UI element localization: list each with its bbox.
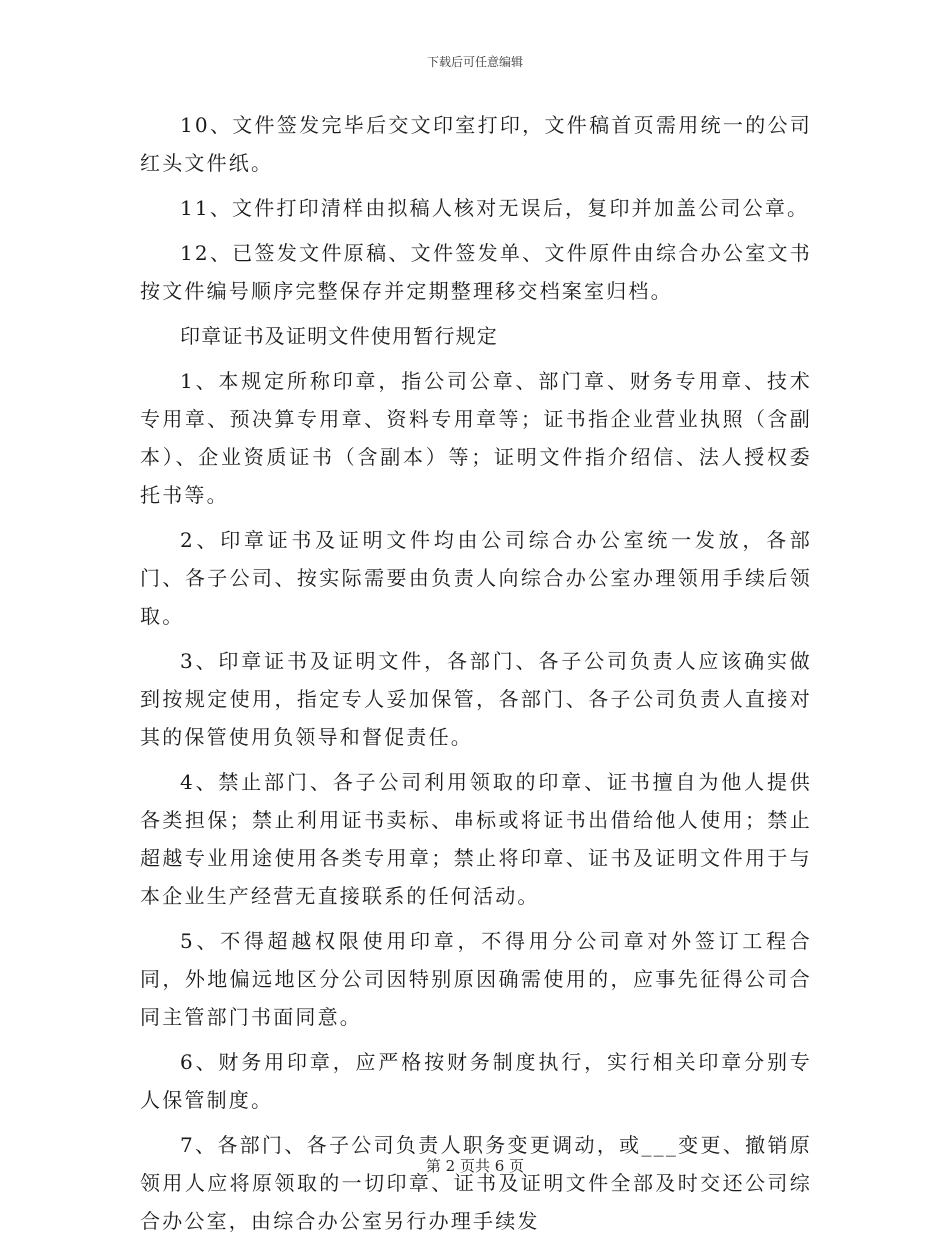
document-body	[140, 106, 812, 1247]
paragraph-rule-3: 3、印章证书及证明文件，各部门、各子公司负责人应该确实做到按规定使用，指定专人妥加保管，各部门、各子公司负责人直接对其的保管使用负领导和督促责任。	[140, 649, 812, 749]
paragraph-rule-1: 1、本规定所称印章，指公司公章、部门章、财务专用章、技术专用章、预决算专用章、资料专用章等；证书指企业营业执照（含副本）、企业资质证书（含副本）等；证明文件指介绍信、法人授权委托书等。	[140, 369, 812, 507]
paragraph-rule-4: 4、禁止部门、各子公司利用领取的印章、证书擅自为他人提供各类担保；禁止利用证书卖标、串标或将证书出借给他人使用；禁止超越专业用途使用各类专用章；禁止将印章、证书及证明文件用于与本企业生产经营无直接联系的任何活动。	[140, 770, 812, 908]
page-header: 下载后可任意编辑	[426, 55, 523, 69]
paragraph-rule-7: 7、各部门、各子公司负责人职务变更调动，或___变更、撤销原领用人应将原领取的一切印章、证书及证明文件全部及时交还公司综合办公室，由综合办公室另行办理手续发	[140, 1133, 812, 1233]
paragraph-item-11: 11、文件打印清样由拟稿人核对无误后，复印并加盖公司公章。	[180, 196, 810, 220]
paragraph-item-12: 12、已签发文件原稿、文件签发单、文件原件由综合办公室文书按文件编号顺序完整保存并定期整理移交档案室归档。	[140, 241, 812, 303]
paragraph-rule-5: 5、不得超越权限使用印章，不得用分公司章对外签订工程合同，外地偏远地区分公司因特别原因确需使用的，应事先征得公司合同主管部门书面同意。	[140, 929, 812, 1029]
section-title: 印章证书及证明文件使用暂行规定	[180, 324, 498, 348]
page-footer: 第 2 页共 6 页	[425, 1157, 525, 1175]
paragraph-rule-6: 6、财务用印章，应严格按财务制度执行，实行相关印章分别专人保管制度。	[140, 1050, 812, 1112]
paragraph-item-10: 10、文件签发完毕后交文印室打印，文件稿首页需用统一的公司红头文件纸。	[140, 113, 812, 175]
paragraph-rule-2: 2、印章证书及证明文件均由公司综合办公室统一发放，各部门、各子公司、按实际需要由负责人向综合办公室办理领用手续后领取。	[140, 528, 812, 628]
